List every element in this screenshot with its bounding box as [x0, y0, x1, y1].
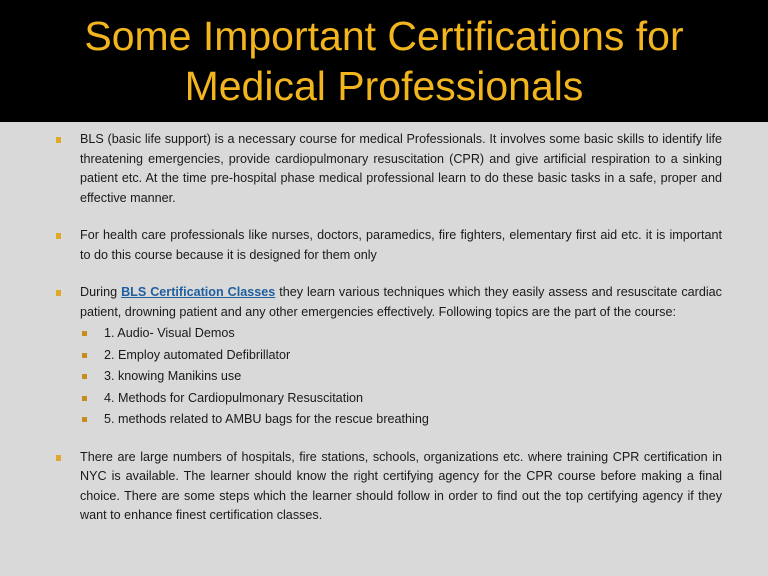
square-bullet-icon	[82, 331, 87, 336]
square-bullet-icon	[82, 396, 87, 401]
square-bullet-icon	[82, 374, 87, 379]
bullet-text: There are large numbers of hospitals, fire stations, schools, organizations etc. where training CPR certification in NYC is available. The learner should know the right certifying agency for the CPR course before making a final choice. There are some steps which the learner should follow in order to find out the top certifying agency if they want to enhance finest certification classes.	[80, 449, 722, 522]
bullet-item-professionals	[54, 226, 722, 265]
bullet-list	[54, 130, 722, 544]
bullet-item-hospitals	[54, 448, 722, 526]
sub-list-item	[80, 367, 722, 387]
bullet-text-prefix: During	[80, 285, 122, 299]
bls-certification-link[interactable]: BLS Certification Classes	[121, 285, 276, 299]
square-bullet-icon	[56, 290, 61, 296]
sub-item-text: 5. methods related to AMBU bags for the rescue breathing	[104, 412, 429, 426]
sub-item-text: 3. knowing Manikins use	[104, 369, 242, 383]
slide-title: Some Important Certifications for Medical Professionals	[84, 13, 684, 109]
sub-item-text: 4. Methods for Cardiopulmonary Resuscitation	[104, 390, 363, 405]
sub-item-text: 1. Audio- Visual Demos	[104, 326, 235, 340]
square-bullet-icon	[56, 233, 61, 239]
square-bullet-icon	[56, 455, 61, 461]
square-bullet-icon	[56, 137, 61, 143]
square-bullet-icon	[82, 417, 87, 422]
topics-sub-list	[80, 324, 722, 430]
bullet-text: BLS (basic life support) is a necessary course for medical Professionals. It involves some basic skills to identify life threatening emergencies, provide cardiopulmonary resuscitation (CPR) and give artificial respiration to a sinking patient etc. At the time pre-hospital phase medical professional learn to do these basic tasks in a safe, proper and effective manner.	[80, 132, 722, 205]
title-band	[0, 0, 768, 122]
sub-list-item	[80, 346, 722, 366]
bullet-text: For health care professionals like nurses, doctors, paramedics, fire fighters, elementary first aid etc. it is important to do this course because it is designed for them only	[80, 228, 722, 262]
content-panel	[0, 122, 768, 576]
sub-list-item	[80, 410, 722, 430]
sub-list-item	[80, 389, 722, 409]
square-bullet-icon	[82, 353, 87, 358]
bullet-item-bls	[54, 130, 722, 208]
bullet-item-during	[54, 283, 722, 430]
bullet-text-suffix: they learn various techniques which they easily assess and resuscitate cardiac patient, drowning patient and any other emergencies effectively. Following topics are the part of the course:	[80, 285, 722, 319]
sub-item-text: 2. Employ automated Defibrillator	[104, 347, 291, 362]
sub-list-item	[80, 324, 722, 344]
